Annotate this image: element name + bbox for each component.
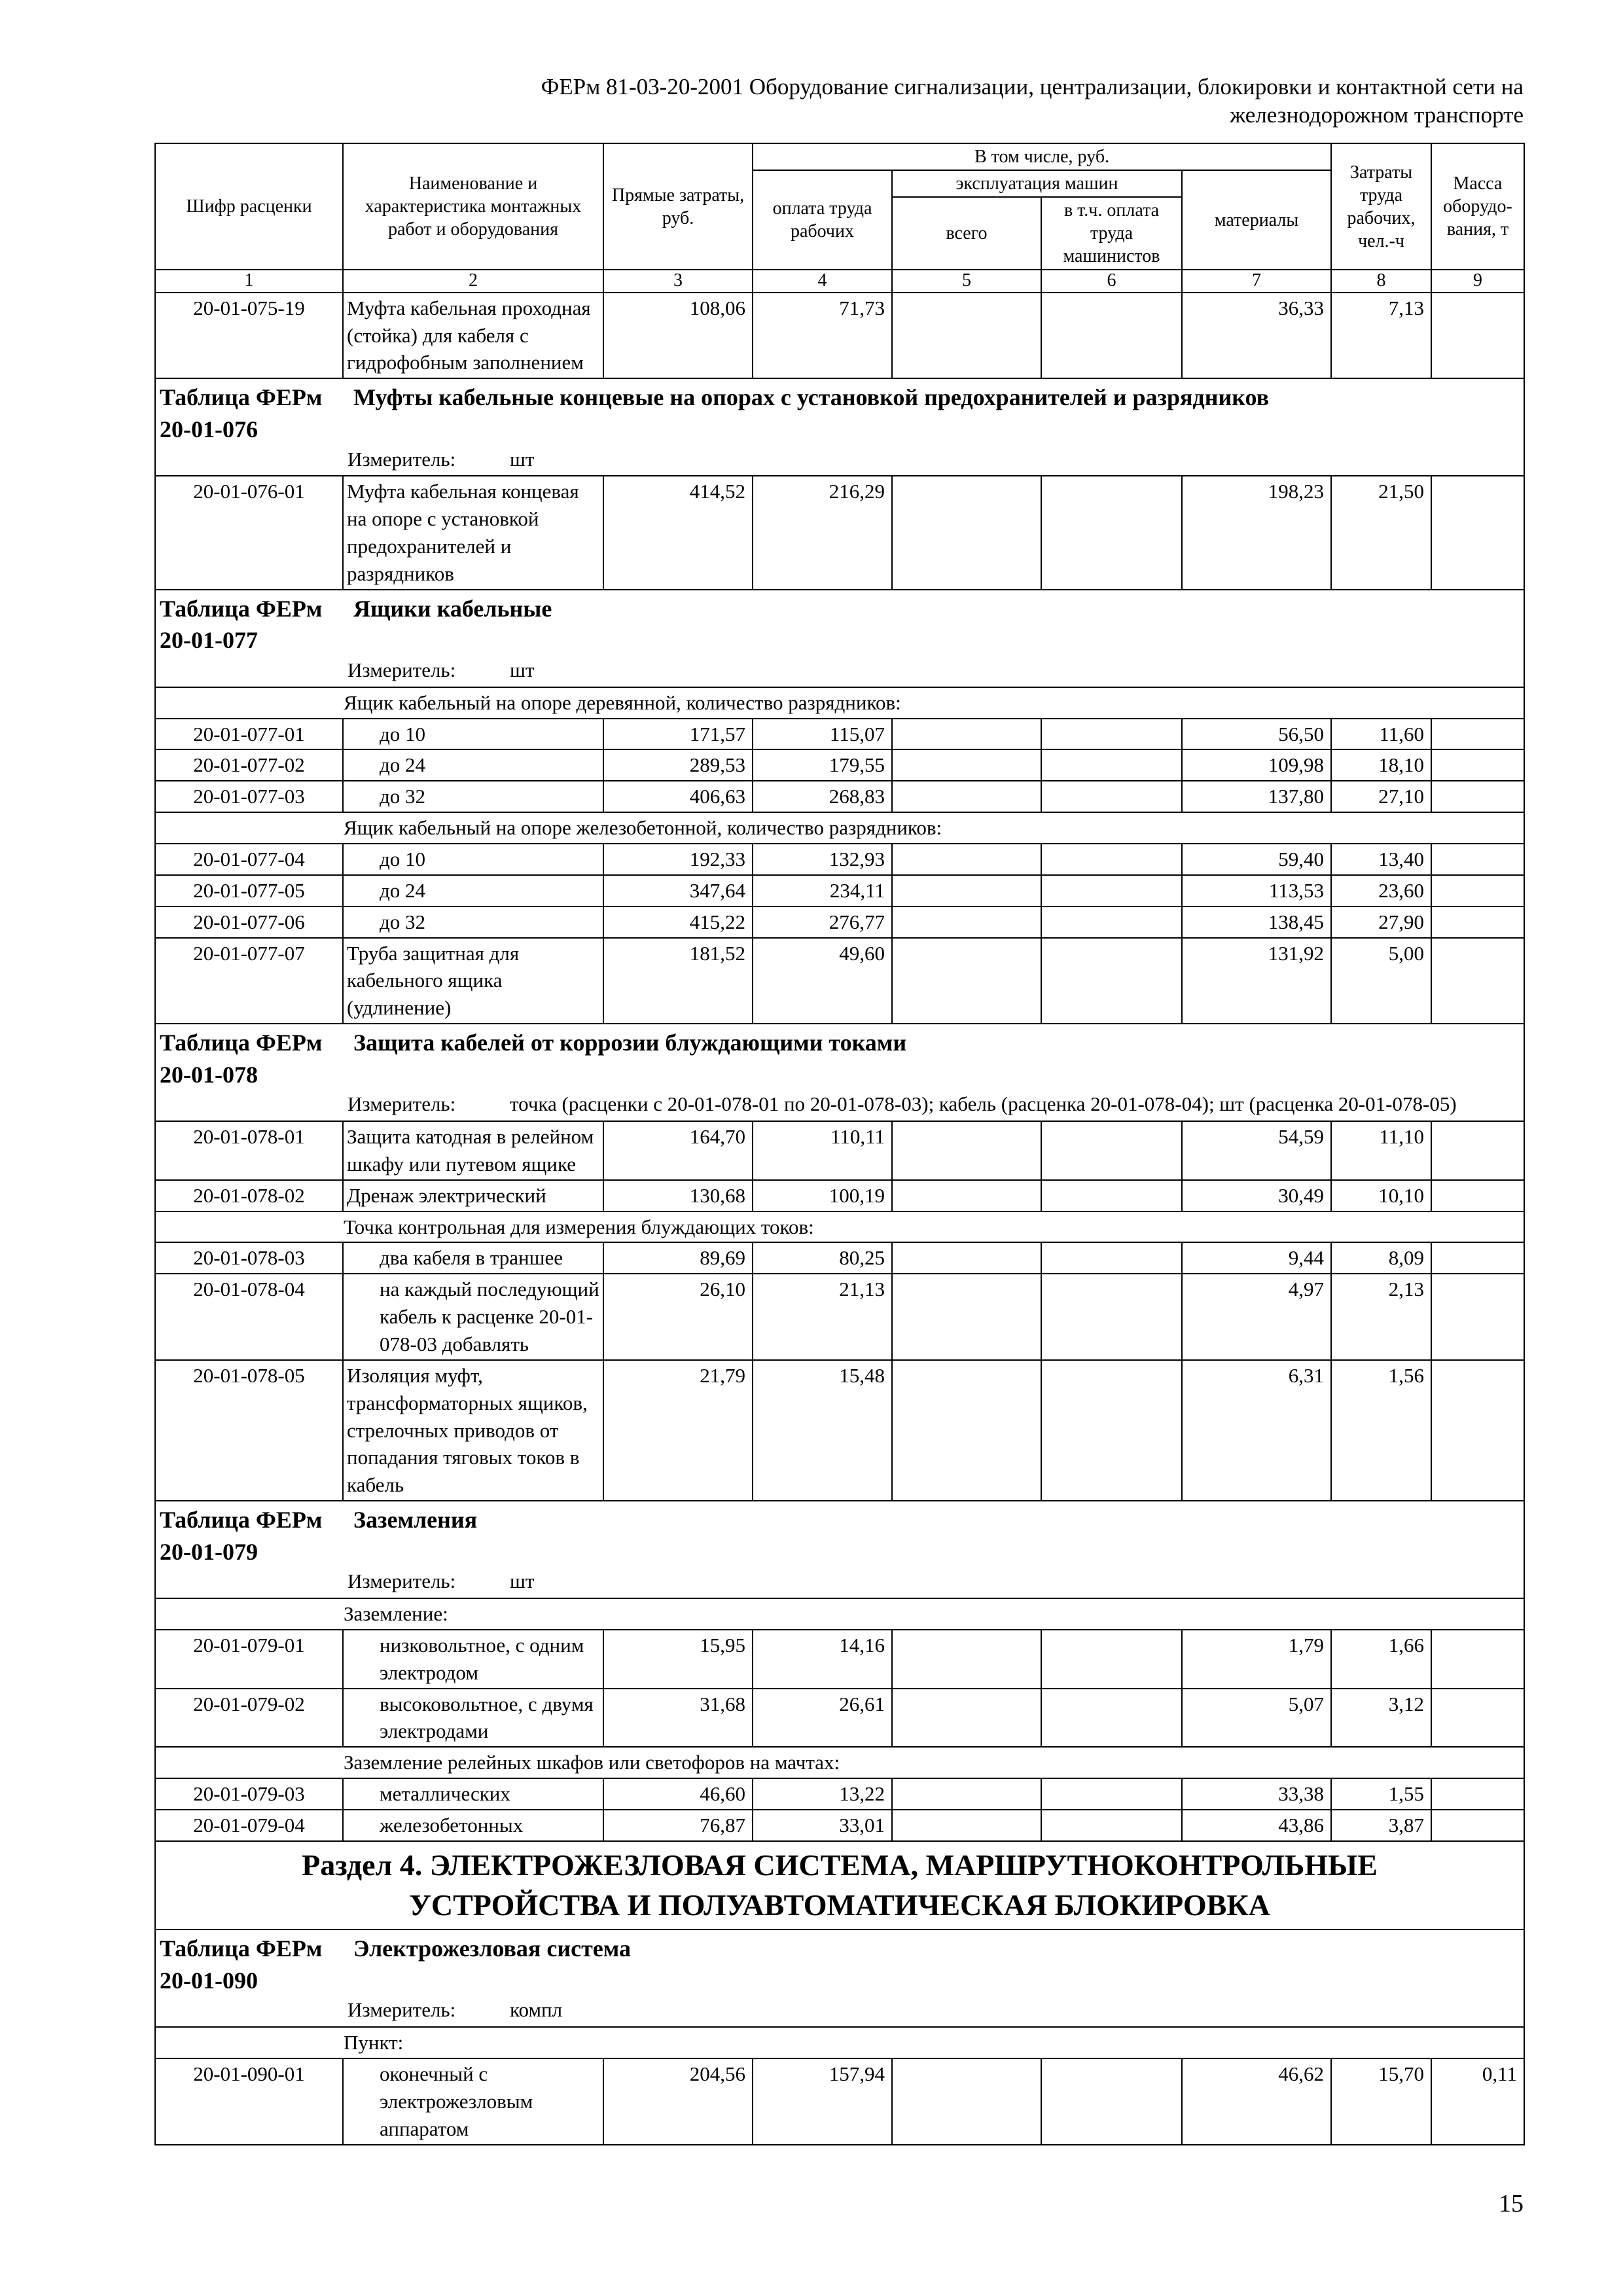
table-title: Заземления [353, 1507, 478, 1534]
col-header-machines: эксплуатация машин [892, 170, 1182, 197]
materials-cell: 56,50 [1182, 719, 1331, 750]
direct-cost-cell: 130,68 [603, 1180, 753, 1211]
machines-wages-cell [1041, 2058, 1182, 2145]
wages-cell: 110,11 [753, 1121, 892, 1180]
col-number: 7 [1182, 270, 1331, 293]
running-header [154, 73, 1524, 129]
wages-cell: 80,25 [753, 1242, 892, 1274]
col-number: 5 [892, 270, 1041, 293]
group-heading-row [155, 1747, 1524, 1778]
table-row [155, 1630, 1524, 1689]
rate-code-cell: 20-01-079-01 [155, 1630, 343, 1689]
work-name-cell: на каждый последующий кабель к расценке 20-01-078-03 добавлять [343, 1274, 603, 1360]
labor-cell: 27,10 [1331, 781, 1431, 812]
labor-cell: 23,60 [1331, 875, 1431, 906]
table-id: Таблица ФЕРм 20-01-077 [160, 595, 323, 654]
header-line-2: железнодорожном транспорте [1230, 101, 1524, 128]
materials-cell: 46,62 [1182, 2058, 1331, 2145]
work-name-cell: Муфта кабельная проходная (стойка) для кабеля с гидрофобным заполнением [343, 293, 603, 379]
meter-line [160, 656, 1520, 684]
mass-cell [1431, 844, 1524, 875]
materials-cell: 5,07 [1182, 1689, 1331, 1748]
materials-cell: 54,59 [1182, 1121, 1331, 1180]
table-id: Таблица ФЕРм 20-01-090 [160, 1935, 323, 1994]
table-row [155, 1121, 1524, 1180]
table-row [155, 781, 1524, 812]
col-header-machines-wages: в т.ч. оплата труда машинистов [1041, 197, 1182, 270]
mass-cell [1431, 1689, 1524, 1748]
wages-cell: 14,16 [753, 1630, 892, 1689]
machines-wages-cell [1041, 781, 1182, 812]
rate-code-cell: 20-01-077-01 [155, 719, 343, 750]
machines-wages-cell [1041, 1180, 1182, 1211]
materials-cell: 138,45 [1182, 906, 1331, 938]
materials-cell: 33,38 [1182, 1778, 1331, 1810]
wages-cell: 26,61 [753, 1689, 892, 1748]
meter-value: шт [510, 447, 535, 471]
materials-cell: 198,23 [1182, 476, 1331, 589]
materials-cell: 59,40 [1182, 844, 1331, 875]
col-header-direct: Прямые затраты, руб. [603, 143, 753, 270]
work-name-cell: до 10 [343, 844, 603, 875]
table-title: Защита кабелей от коррозии блуждающими токами [353, 1030, 907, 1056]
wages-cell: 157,94 [753, 2058, 892, 2145]
table-id: Таблица ФЕРм 20-01-076 [160, 384, 323, 442]
machines-wages-cell [1041, 1360, 1182, 1501]
rate-code-cell: 20-01-075-19 [155, 293, 343, 379]
col-header-materials: материалы [1182, 170, 1331, 270]
machines-wages-cell [1041, 293, 1182, 379]
machines-total-cell [892, 1360, 1041, 1501]
mass-cell [1431, 1778, 1524, 1810]
mass-cell [1431, 1121, 1524, 1180]
table-title: Муфты кабельные концевые на опорах с установкой предохранителей и разрядников [353, 384, 1270, 411]
wages-cell: 49,60 [753, 938, 892, 1024]
col-number: 2 [343, 270, 603, 293]
wages-cell: 21,13 [753, 1274, 892, 1360]
work-name-cell: до 10 [343, 719, 603, 750]
table-row [155, 719, 1524, 750]
rate-code-cell: 20-01-078-05 [155, 1360, 343, 1501]
work-name-cell: железобетонных [343, 1810, 603, 1841]
machines-wages-cell [1041, 1810, 1182, 1841]
labor-cell: 3,12 [1331, 1689, 1431, 1748]
machines-wages-cell [1041, 1778, 1182, 1810]
labor-cell: 1,55 [1331, 1778, 1431, 1810]
meter-label: Измеритель: [348, 1092, 456, 1116]
machines-total-cell [892, 1778, 1041, 1810]
table-row [155, 2058, 1524, 2145]
table-row [155, 293, 1524, 379]
meter-value: компл [510, 1998, 563, 2022]
group-heading-row [155, 812, 1524, 844]
labor-cell: 8,09 [1331, 1242, 1431, 1274]
machines-wages-cell [1041, 875, 1182, 906]
machines-total-cell [892, 293, 1041, 379]
table-heading-row [155, 378, 1524, 476]
group-heading-row [155, 1211, 1524, 1243]
rate-code-cell: 20-01-079-04 [155, 1810, 343, 1841]
wages-cell: 13,22 [753, 1778, 892, 1810]
mass-cell [1431, 476, 1524, 589]
machines-total-cell [892, 1810, 1041, 1841]
machines-wages-cell [1041, 938, 1182, 1024]
direct-cost-cell: 406,63 [603, 781, 753, 812]
machines-total-cell [892, 1689, 1041, 1748]
direct-cost-cell: 414,52 [603, 476, 753, 589]
machines-wages-cell [1041, 1121, 1182, 1180]
machines-wages-cell [1041, 1630, 1182, 1689]
wages-cell: 179,55 [753, 749, 892, 781]
materials-cell: 109,98 [1182, 749, 1331, 781]
wages-cell: 216,29 [753, 476, 892, 589]
table-row [155, 906, 1524, 938]
labor-cell: 27,90 [1331, 906, 1431, 938]
meter-label: Измеритель: [348, 1998, 456, 2022]
mass-cell [1431, 1810, 1524, 1841]
meter-label: Измеритель: [348, 1570, 456, 1593]
table-id: Таблица ФЕРм 20-01-079 [160, 1507, 323, 1565]
col-header-name: Наименование и характеристика монтажных работ и оборудования [343, 143, 603, 270]
table-row [155, 749, 1524, 781]
col-header-incl: В том числе, руб. [753, 143, 1331, 170]
wages-cell: 100,19 [753, 1180, 892, 1211]
section-heading-line: УСТРОЙСТВА И ПОЛУАВТОМАТИЧЕСКАЯ БЛОКИРОВКА [409, 1888, 1270, 1922]
work-name-cell: Муфта кабельная концевая на опоре с установкой предохранителей и разрядников [343, 476, 603, 589]
meter-label: Измеритель: [348, 447, 456, 471]
labor-cell: 1,66 [1331, 1630, 1431, 1689]
rate-code-cell: 20-01-078-03 [155, 1242, 343, 1274]
labor-cell: 2,13 [1331, 1274, 1431, 1360]
rate-code-cell: 20-01-078-01 [155, 1121, 343, 1180]
direct-cost-cell: 108,06 [603, 293, 753, 379]
work-name-cell: Труба защитная для кабельного ящика (удлинение) [343, 938, 603, 1024]
direct-cost-cell: 415,22 [603, 906, 753, 938]
table-row [155, 1810, 1524, 1841]
table-row [155, 844, 1524, 875]
materials-cell: 43,86 [1182, 1810, 1331, 1841]
header-line-1: ФЕРм 81-03-20-2001 Оборудование сигнализации, централизации, блокировки и контактной сети на [541, 74, 1524, 99]
col-header-mass: Масса оборудо-вания, т [1431, 143, 1524, 270]
machines-wages-cell [1041, 1274, 1182, 1360]
group-heading: Ящик кабельный на опоре железобетонной, количество разрядников: [155, 812, 1524, 844]
table-title: Ящики кабельные [353, 595, 552, 622]
group-heading-row [155, 1598, 1524, 1630]
materials-cell: 30,49 [1182, 1180, 1331, 1211]
rate-code-cell: 20-01-078-04 [155, 1274, 343, 1360]
table-heading-row [155, 1929, 1524, 2027]
labor-cell: 10,10 [1331, 1180, 1431, 1211]
page-number: 15 [1499, 2190, 1524, 2217]
machines-total-cell [892, 844, 1041, 875]
wages-cell: 15,48 [753, 1360, 892, 1501]
wages-cell: 33,01 [753, 1810, 892, 1841]
meter-line [160, 1090, 1520, 1118]
machines-total-cell [892, 1180, 1041, 1211]
labor-cell: 18,10 [1331, 749, 1431, 781]
column-numbers-row [155, 270, 1524, 293]
machines-total-cell [892, 2058, 1041, 2145]
meter-value: точка (расценки с 20-01-078-01 по 20-01-078-03); кабель (расценка 20-01-078-04); шт (расценка 20-01-078-05) [510, 1092, 1457, 1116]
work-name-cell: до 32 [343, 781, 603, 812]
direct-cost-cell: 204,56 [603, 2058, 753, 2145]
labor-cell: 1,56 [1331, 1360, 1431, 1501]
labor-cell: 13,40 [1331, 844, 1431, 875]
meter-label: Измеритель: [348, 658, 456, 681]
wages-cell: 268,83 [753, 781, 892, 812]
table-row [155, 875, 1524, 906]
materials-cell: 36,33 [1182, 293, 1331, 379]
table-heading-row [155, 1024, 1524, 1121]
mass-cell [1431, 1630, 1524, 1689]
col-header-wages: оплата труда рабочих [753, 170, 892, 270]
group-heading: Заземление: [155, 1598, 1524, 1630]
group-heading: Точка контрольная для измерения блуждающих токов: [155, 1211, 1524, 1243]
col-number: 9 [1431, 270, 1524, 293]
mass-cell [1431, 1360, 1524, 1501]
rate-code-cell: 20-01-079-02 [155, 1689, 343, 1748]
group-heading: Заземление релейных шкафов или светофоров на мачтах: [155, 1747, 1524, 1778]
group-heading-row [155, 2027, 1524, 2058]
mass-cell [1431, 1180, 1524, 1211]
col-number: 1 [155, 270, 343, 293]
section-heading [155, 1841, 1524, 1929]
machines-total-cell [892, 1121, 1041, 1180]
group-heading-row [155, 687, 1524, 719]
table-row [155, 1242, 1524, 1274]
table-row [155, 1778, 1524, 1810]
machines-total-cell [892, 875, 1041, 906]
table-heading-row [155, 590, 1524, 687]
rates-table [154, 143, 1525, 2145]
machines-wages-cell [1041, 719, 1182, 750]
machines-wages-cell [1041, 844, 1182, 875]
rate-code-cell: 20-01-077-02 [155, 749, 343, 781]
labor-cell: 7,13 [1331, 293, 1431, 379]
direct-cost-cell: 192,33 [603, 844, 753, 875]
direct-cost-cell: 181,52 [603, 938, 753, 1024]
work-name-cell: Изоляция муфт, трансформаторных ящиков, стрелочных приводов от попадания тяговых токов в кабель [343, 1360, 603, 1501]
machines-wages-cell [1041, 1689, 1182, 1748]
machines-total-cell [892, 476, 1041, 589]
rates-table-wrapper [154, 143, 1524, 2145]
mass-cell [1431, 875, 1524, 906]
machines-total-cell [892, 719, 1041, 750]
direct-cost-cell: 89,69 [603, 1242, 753, 1274]
materials-cell: 137,80 [1182, 781, 1331, 812]
rate-code-cell: 20-01-076-01 [155, 476, 343, 589]
direct-cost-cell: 15,95 [603, 1630, 753, 1689]
wages-cell: 276,77 [753, 906, 892, 938]
mass-cell [1431, 906, 1524, 938]
rate-code-cell: 20-01-078-02 [155, 1180, 343, 1211]
materials-cell: 1,79 [1182, 1630, 1331, 1689]
table-row [155, 476, 1524, 589]
labor-cell: 3,87 [1331, 1810, 1431, 1841]
direct-cost-cell: 171,57 [603, 719, 753, 750]
labor-cell: 5,00 [1331, 938, 1431, 1024]
direct-cost-cell: 26,10 [603, 1274, 753, 1360]
col-number: 3 [603, 270, 753, 293]
machines-total-cell [892, 1630, 1041, 1689]
machines-wages-cell [1041, 1242, 1182, 1274]
rate-code-cell: 20-01-079-03 [155, 1778, 343, 1810]
direct-cost-cell: 347,64 [603, 875, 753, 906]
group-heading: Ящик кабельный на опоре деревянной, количество разрядников: [155, 687, 1524, 719]
work-name-cell: металлических [343, 1778, 603, 1810]
meter-line [160, 1568, 1520, 1595]
direct-cost-cell: 76,87 [603, 1810, 753, 1841]
mass-cell [1431, 1274, 1524, 1360]
table-header [155, 143, 1524, 293]
materials-cell: 6,31 [1182, 1360, 1331, 1501]
wages-cell: 132,93 [753, 844, 892, 875]
meter-value: шт [510, 658, 535, 681]
section-heading-row [155, 1841, 1524, 1929]
machines-total-cell [892, 781, 1041, 812]
machines-total-cell [892, 1242, 1041, 1274]
mass-cell [1431, 1242, 1524, 1274]
col-number: 8 [1331, 270, 1431, 293]
rate-code-cell: 20-01-077-05 [155, 875, 343, 906]
work-name-cell: два кабеля в траншее [343, 1242, 603, 1274]
rate-code-cell: 20-01-077-07 [155, 938, 343, 1024]
machines-total-cell [892, 749, 1041, 781]
machines-wages-cell [1041, 906, 1182, 938]
materials-cell: 113,53 [1182, 875, 1331, 906]
work-name-cell: до 24 [343, 749, 603, 781]
work-name-cell: оконечный с электрожезловым аппаратом [343, 2058, 603, 2145]
table-row [155, 1180, 1524, 1211]
mass-cell [1431, 781, 1524, 812]
direct-cost-cell: 289,53 [603, 749, 753, 781]
table-id: Таблица ФЕРм 20-01-078 [160, 1030, 323, 1088]
rate-code-cell: 20-01-077-04 [155, 844, 343, 875]
mass-cell [1431, 719, 1524, 750]
table-row [155, 1689, 1524, 1748]
materials-cell: 131,92 [1182, 938, 1331, 1024]
work-name-cell: Защита катодная в релейном шкафу или путевом ящике [343, 1121, 603, 1180]
wages-cell: 115,07 [753, 719, 892, 750]
meter-line [160, 446, 1520, 473]
machines-total-cell [892, 938, 1041, 1024]
table-row [155, 938, 1524, 1024]
direct-cost-cell: 46,60 [603, 1778, 753, 1810]
work-name-cell: низковольтное, с одним электродом [343, 1630, 603, 1689]
labor-cell: 11,10 [1331, 1121, 1431, 1180]
work-name-cell: высоковольтное, с двумя электродами [343, 1689, 603, 1748]
meter-line [160, 1996, 1520, 2024]
labor-cell: 21,50 [1331, 476, 1431, 589]
col-header-machines-total: всего [892, 197, 1041, 270]
wages-cell: 71,73 [753, 293, 892, 379]
direct-cost-cell: 31,68 [603, 1689, 753, 1748]
direct-cost-cell: 21,79 [603, 1360, 753, 1501]
table-row [155, 1274, 1524, 1360]
col-header-code: Шифр расценки [155, 143, 343, 270]
machines-total-cell [892, 1274, 1041, 1360]
materials-cell: 9,44 [1182, 1242, 1331, 1274]
col-number: 4 [753, 270, 892, 293]
direct-cost-cell: 164,70 [603, 1121, 753, 1180]
materials-cell: 4,97 [1182, 1274, 1331, 1360]
rate-code-cell: 20-01-090-01 [155, 2058, 343, 2145]
work-name-cell: до 24 [343, 875, 603, 906]
machines-total-cell [892, 906, 1041, 938]
section-heading-line: Раздел 4. ЭЛЕКТРОЖЕЗЛОВАЯ СИСТЕМА, МАРШРУТНОКОНТРОЛЬНЫЕ [302, 1848, 1378, 1882]
mass-cell [1431, 749, 1524, 781]
col-header-labor: Затраты труда рабочих, чел.-ч [1331, 143, 1431, 270]
mass-cell: 0,11 [1431, 2058, 1524, 2145]
col-number: 6 [1041, 270, 1182, 293]
labor-cell: 11,60 [1331, 719, 1431, 750]
machines-wages-cell [1041, 749, 1182, 781]
mass-cell [1431, 938, 1524, 1024]
table-title: Электрожезловая система [353, 1935, 632, 1962]
work-name-cell: Дренаж электрический [343, 1180, 603, 1211]
work-name-cell: до 32 [343, 906, 603, 938]
meter-value: шт [510, 1570, 535, 1593]
mass-cell [1431, 293, 1524, 379]
table-heading-row [155, 1501, 1524, 1598]
labor-cell: 15,70 [1331, 2058, 1431, 2145]
table-row [155, 1360, 1524, 1501]
wages-cell: 234,11 [753, 875, 892, 906]
group-heading: Пункт: [155, 2027, 1524, 2058]
rate-code-cell: 20-01-077-03 [155, 781, 343, 812]
machines-wages-cell [1041, 476, 1182, 589]
rate-code-cell: 20-01-077-06 [155, 906, 343, 938]
